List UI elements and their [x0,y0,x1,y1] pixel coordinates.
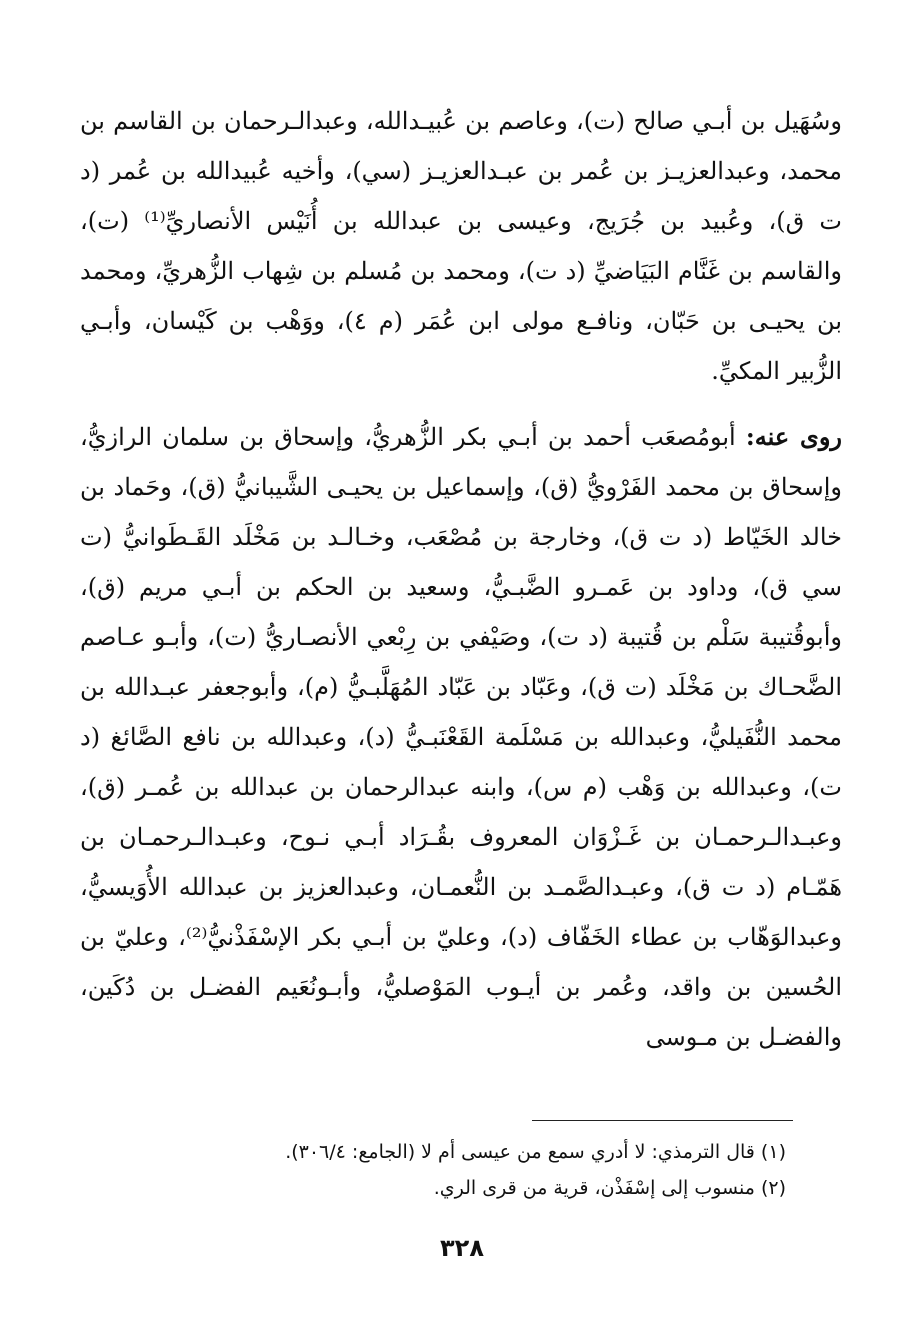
students-text: أبومُصعَب أحمد بن أبـي بكر الزُّهريُّ، وإسحاق بن سلمان الرازيُّ، وإسحاق بن محمد الفَرْويُّ (ق)، وإسماعيل بن يحيـى الشَّيبانيُّ (ق)، وحَماد بن خالد الخَيّاط (د ت ق)، وخارجة بن مُصْعَب، وخـالـد بن مَخْلَد القَـطَوانيُّ (ت سي ق)، وداود بن عَمـرو الضَّبـيُّ، وسعيد بن الحكم بن أبـي مريم (ق)، وأبوقُتيبة سَلْم بن قُتيبة (د ت)، وصَيْفي بن رِبْعي الأنصـاريُّ (ت)، وأبـو عـاصم الضَّحـاك بن مَخْلَد (ت ق)، وعَبّاد بن عَبّاد المُهَلَّبـيُّ (م)، وأبوجعفر عبـدالله بن محمد النُّفَيليُّ، وعبدالله بن مَسْلَمة القَعْنَبـيُّ (د)، وعبدالله بن نافع الصَّائغ (د ت)، وعبدالله بن وَهْب (م س)، وابنه عبدالرحمان بن عبدالله بن عُمـر (ق)، وعبـدالـرحمـان بن غَـزْوَان المعروف بقُـرَاد أبـي نـوح، وعبـدالـرحمـان بن هَمّـام (د ت ق)، وعبـدالصَّمـد بن النُّعمـان، وعبدالعزيز بن عبدالله الأُوَيسيُّ، وعبدالوَهّاب بن عطاء الخَفّاف (د)، وعليّ بن أبـي بكر الإسْفَذْنيُّ⁽²⁾، وعليّ بن الحُسين بن واقد، وعُمر بن أيـوب المَوْصليُّ، وأبـونُعَيم الفضـل بن دُكَين، والفضـل بن مـوسى [80,423,842,1051]
students-paragraph [80,412,842,1062]
narrators-text: وسُهَيل بن أبـي صالح (ت)، وعاصم بن عُبيـدالله، وعبدالـرحمان بن القاسم بن محمد، وعبدالعزيـز بن عُمر بن عبـدالعزيـز (سي)، وأخيه عُبيدالله بن عُمر (د ت ق)، وعُبيد بن جُرَيج، وعيسى بن عبدالله بن أُنَيْس الأنصاريِّ⁽¹⁾ (ت)، والقاسم بن غَنَّام البَيَاضيِّ (د ت)، ومحمد بن مُسلم بن شِهاب الزُّهريِّ، ومحمد بن يحيـى بن حَبّان، ونافـع مولى ابن عُمَر (م ٤)، ووَهْب بن كَيْسان، وأبـي الزُّبير المكيِّ. [80,107,842,385]
main-text [80,96,842,1062]
footnotes [80,1134,786,1206]
students-heading: روى عنه: [745,422,843,451]
narrators-paragraph [80,96,842,396]
footnote-2: (٢) منسوب إلى إسْفَذْن، قرية من قرى الري. [433,1177,786,1199]
footnote-1: (١) قال الترمذي: لا أدري سمع من عيسى أم لا (الجامع: ٣٠٦/٤). [285,1141,786,1163]
footnote-divider [532,1120,793,1121]
page-number: ٣٢٨ [440,1234,484,1262]
